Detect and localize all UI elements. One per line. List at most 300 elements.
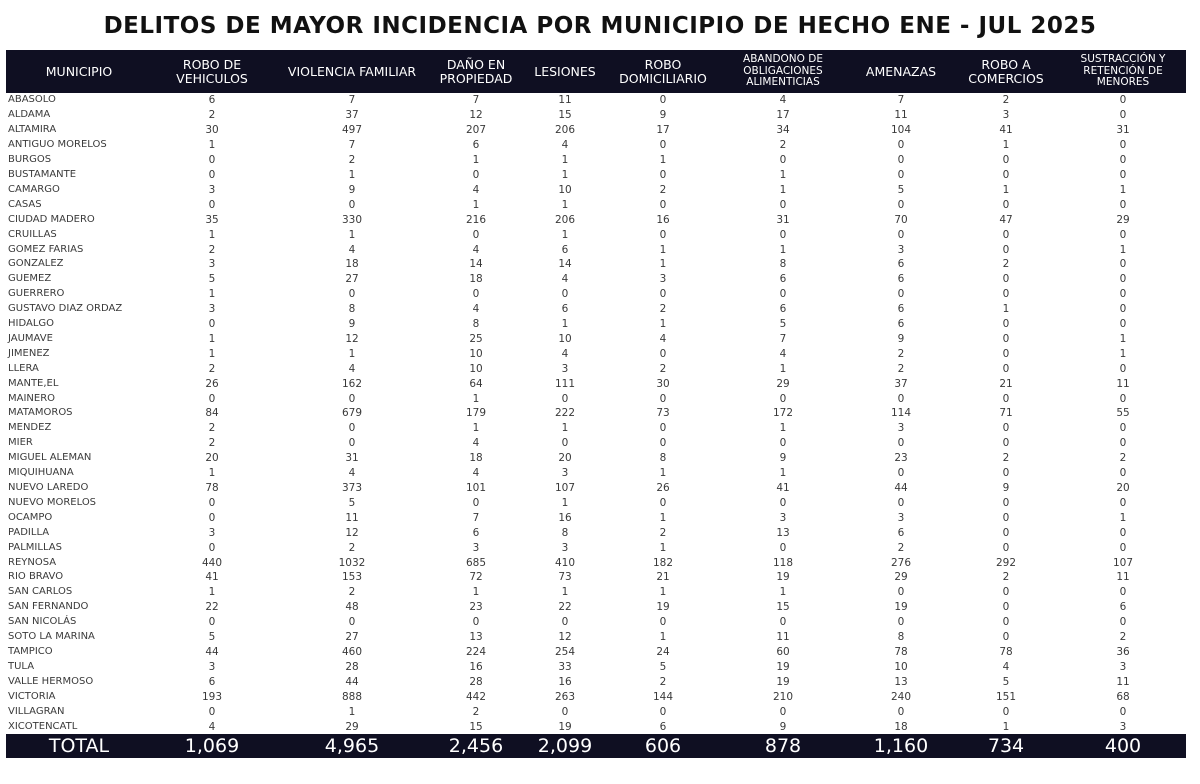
table-cell: 0 [779,228,787,241]
table-cell: 4 [779,94,787,107]
table-cell: 0 [897,705,905,718]
table-cell: 72 [469,571,483,584]
table-cell: 6 [208,94,216,107]
table-cell: 3 [561,541,569,554]
municipio-name: VILLAGRAN [8,705,65,717]
table-cell: 2 [659,675,667,688]
table-cell: 10 [469,362,483,375]
table-cell: 193 [201,690,223,703]
table-cell: 9 [779,720,787,733]
table-cell: 31 [345,452,359,465]
table-cell: 0 [1002,437,1010,450]
table-cell: 373 [341,482,363,495]
table-cell: 3 [472,541,480,554]
table-cell: 0 [1002,198,1010,211]
table-cell: 10 [558,332,572,345]
table-cell: 30 [656,377,670,390]
table-cell: 0 [1119,705,1127,718]
table-cell: 2 [348,541,356,554]
table-cell: 0 [779,154,787,167]
table-cell: 1 [472,422,480,435]
table-cell: 0 [897,228,905,241]
municipio-name: HIDALGO [8,318,55,330]
column-header-violencia-familiar[interactable]: VIOLENCIA FAMILIAR [287,63,417,79]
column-header-sustraccion-menores[interactable]: SUSTRACCIÓN Y RETENCIÓN DE MENORES [1080,53,1166,89]
table-cell: 114 [890,407,912,420]
table-cell: 0 [561,705,569,718]
table-cell: 440 [201,556,223,569]
table-cell: 17 [656,124,670,137]
table-cell: 0 [1002,586,1010,599]
table-cell: 685 [465,556,487,569]
table-cell: 78 [205,482,219,495]
table-cell: 11 [558,94,572,107]
municipio-name: GOMEZ FARIAS [8,243,84,255]
table-cell: 1 [779,422,787,435]
column-header-municipio[interactable]: MUNICIPIO [45,63,113,79]
table-cell: 0 [561,437,569,450]
table-cell: 13 [469,631,483,644]
table-cell: 68 [1116,690,1130,703]
table-cell: 3 [208,303,216,316]
table-cell: 41 [999,124,1013,137]
municipio-name: JIMENEZ [8,347,50,359]
table-cell: 0 [897,496,905,509]
table-cell: 0 [1002,154,1010,167]
table-cell: 0 [897,586,905,599]
table-cell: 8 [472,318,480,331]
table-row [6,302,1186,317]
table-cell: 19 [894,601,908,614]
table-cell: 0 [897,437,905,450]
table-cell: 151 [995,690,1017,703]
table-cell: 182 [652,556,674,569]
table-cell: 263 [554,690,576,703]
table-cell: 55 [1116,407,1130,420]
table-cell: 25 [469,332,483,345]
table-cell: 27 [345,273,359,286]
table-cell: 0 [1119,228,1127,241]
table-cell: 3 [561,467,569,480]
table-cell: 0 [208,511,216,524]
table-cell: 0 [1119,467,1127,480]
table-cell: 1 [1119,183,1127,196]
table-cell: 11 [776,631,790,644]
table-cell: 2 [208,362,216,375]
table-cell: 0 [1119,288,1127,301]
table-cell: 153 [341,571,363,584]
table-cell: 0 [208,616,216,629]
table-cell: 1 [659,586,667,599]
column-header-abandono-obligaciones[interactable]: ABANDONO DE OBLIGACIONES ALIMENTICIAS [743,53,823,89]
table-cell: 4 [208,720,216,733]
table-cell: 16 [558,675,572,688]
table-cell: 78 [894,645,908,658]
table-row [6,540,1186,555]
table-cell: 0 [208,705,216,718]
municipio-name: CIUDAD MADERO [8,213,95,225]
table-cell: 6 [561,303,569,316]
table-cell: 0 [348,616,356,629]
table-cell: 1 [561,496,569,509]
table-cell: 4 [779,347,787,360]
table-cell: 1 [1119,243,1127,256]
table-cell: 44 [894,482,908,495]
table-cell: 3 [659,273,667,286]
table-cell: 3 [897,511,905,524]
table-cell: 60 [776,645,790,658]
table-cell: 9 [659,109,667,122]
table-cell: 0 [208,198,216,211]
table-cell: 1 [1002,183,1010,196]
table-cell: 19 [656,601,670,614]
table-row [6,168,1186,183]
table-row [6,108,1186,123]
table-cell: 0 [1002,496,1010,509]
municipio-name: RIO BRAVO [8,571,64,583]
table-cell: 1 [561,198,569,211]
table-row [6,332,1186,347]
table-row [6,689,1186,704]
column-header-robo-domiciliario[interactable]: ROBO DOMICILIARIO [619,56,707,86]
table-cell: 3 [208,183,216,196]
municipio-name: JAUMAVE [8,332,53,344]
table-cell: 216 [465,213,487,226]
table-cell: 1 [472,198,480,211]
table-cell: 0 [1119,154,1127,167]
table-cell: 0 [1002,347,1010,360]
table-body [6,93,1186,734]
table-cell: 0 [1119,258,1127,271]
table-cell: 0 [1002,616,1010,629]
table-cell: 4 [472,243,480,256]
table-cell: 0 [659,705,667,718]
table-cell: 7 [779,332,787,345]
table-cell: 1 [208,139,216,152]
table-cell: 4 [348,467,356,480]
table-cell: 1 [779,183,787,196]
table-cell: 5 [208,631,216,644]
municipio-name: CRUILLAS [8,228,57,240]
table-cell: 10 [469,347,483,360]
table-cell: 48 [345,601,359,614]
table-cell: 34 [776,124,790,137]
table-cell: 6 [897,526,905,539]
table-cell: 6 [1119,601,1127,614]
incidence-table [6,50,1186,758]
table-cell: 10 [894,660,908,673]
table-cell: 0 [472,616,480,629]
table-cell: 12 [345,332,359,345]
table-cell: 0 [1119,139,1127,152]
table-cell: 7 [472,94,480,107]
municipio-name: VICTORIA [8,690,56,702]
table-cell: 19 [558,720,572,733]
table-cell: 0 [659,94,667,107]
table-row [6,436,1186,451]
table-cell: 7 [897,94,905,107]
table-cell: 19 [776,571,790,584]
table-cell: 0 [779,541,787,554]
table-cell: 3 [208,258,216,271]
table-cell: 0 [1002,392,1010,405]
table-cell: 1 [348,228,356,241]
table-cell: 679 [341,407,363,420]
table-cell: 73 [558,571,572,584]
table-cell: 3 [561,362,569,375]
table-cell: 16 [558,511,572,524]
municipio-name: SOTO LA MARINA [8,631,95,643]
table-row [6,242,1186,257]
table-cell: 0 [1002,526,1010,539]
table-cell: 6 [897,273,905,286]
municipio-name: GUERRERO [8,288,65,300]
table-cell: 0 [659,437,667,450]
table-cell: 0 [779,198,787,211]
table-cell: 21 [999,377,1013,390]
table-cell: 41 [776,482,790,495]
table-cell: 497 [341,124,363,137]
table-cell: 1 [1002,139,1010,152]
table-row [6,615,1186,630]
table-cell: 9 [897,332,905,345]
table-cell: 0 [897,139,905,152]
table-cell: 22 [558,601,572,614]
table-cell: 5 [779,318,787,331]
table-cell: 73 [656,407,670,420]
table-cell: 17 [776,109,790,122]
total-amenazas: 1,160 [873,734,929,757]
table-cell: 78 [999,645,1013,658]
table-cell: 0 [1119,541,1127,554]
municipio-name: MANTE,EL [8,377,59,389]
table-cell: 1 [1002,720,1010,733]
table-row [6,659,1186,674]
table-cell: 207 [465,124,487,137]
municipio-name: SAN CARLOS [8,586,73,598]
table-cell: 64 [469,377,483,390]
table-cell: 2 [348,586,356,599]
table-cell: 0 [1119,526,1127,539]
table-cell: 2 [1002,258,1010,271]
table-cell: 11 [1116,571,1130,584]
table-cell: 8 [897,631,905,644]
table-cell: 4 [472,467,480,480]
table-cell: 3 [1119,660,1127,673]
table-cell: 37 [345,109,359,122]
table-cell: 14 [558,258,572,271]
table-cell: 29 [894,571,908,584]
table-cell: 4 [561,273,569,286]
municipio-name: TULA [8,660,35,672]
table-cell: 8 [659,452,667,465]
table-cell: 0 [1002,243,1010,256]
municipio-name: TAMPICO [8,645,53,657]
table-cell: 12 [469,109,483,122]
table-cell: 1 [561,422,569,435]
table-cell: 84 [205,407,219,420]
table-cell: 0 [1119,303,1127,316]
table-cell: 1 [659,318,667,331]
table-cell: 0 [561,616,569,629]
table-row [6,481,1186,496]
municipio-name: BURGOS [8,154,52,166]
table-cell: 26 [656,482,670,495]
table-cell: 0 [1119,362,1127,375]
table-cell: 20 [558,452,572,465]
table-cell: 18 [469,452,483,465]
table-row [6,630,1186,645]
table-cell: 6 [779,273,787,286]
table-cell: 2 [897,541,905,554]
table-cell: 276 [890,556,912,569]
table-cell: 224 [465,645,487,658]
table-cell: 16 [469,660,483,673]
table-cell: 0 [348,198,356,211]
table-cell: 0 [208,496,216,509]
table-cell: 0 [897,168,905,181]
column-header-amenazas[interactable]: AMENAZAS [865,63,937,79]
table-cell: 0 [472,288,480,301]
table-cell: 162 [341,377,363,390]
municipio-name: OCAMPO [8,511,53,523]
table-cell: 15 [469,720,483,733]
table-row [6,570,1186,585]
table-cell: 0 [659,496,667,509]
table-cell: 33 [558,660,572,673]
table-cell: 0 [208,168,216,181]
table-row [6,645,1186,660]
column-header-robo-a-comercios[interactable]: ROBO A COMERCIOS [968,56,1044,86]
table-cell: 3 [208,526,216,539]
table-cell: 1 [659,511,667,524]
table-cell: 1 [779,362,787,375]
table-cell: 0 [779,288,787,301]
table-cell: 206 [554,124,576,137]
table-cell: 0 [897,392,905,405]
column-header-robo-de-vehiculos[interactable]: ROBO DE VEHICULOS [176,56,248,86]
municipio-name: CASAS [8,198,42,210]
municipio-name: REYNOSA [8,556,57,568]
table-cell: 0 [208,318,216,331]
table-cell: 0 [659,168,667,181]
table-cell: 1 [1119,347,1127,360]
table-cell: 0 [659,228,667,241]
table-cell: 30 [205,124,219,137]
table-cell: 107 [1112,556,1134,569]
table-cell: 0 [348,288,356,301]
table-cell: 4 [472,303,480,316]
table-row [6,466,1186,481]
table-cell: 27 [345,631,359,644]
table-cell: 0 [348,392,356,405]
table-cell: 0 [1119,586,1127,599]
table-cell: 0 [1002,318,1010,331]
total-sustraccion-menores: 400 [1104,734,1142,757]
table-cell: 222 [554,407,576,420]
table-cell: 172 [772,407,794,420]
table-cell: 0 [779,705,787,718]
table-cell: 8 [561,526,569,539]
table-cell: 4 [348,362,356,375]
table-cell: 1 [659,154,667,167]
table-cell: 0 [1119,168,1127,181]
municipio-name: BUSTAMANTE [8,168,77,180]
table-cell: 0 [897,288,905,301]
table-cell: 2 [659,303,667,316]
table-cell: 9 [348,318,356,331]
municipio-name: MIGUEL ALEMAN [8,452,92,464]
table-cell: 0 [1119,198,1127,211]
column-header-dano-en-propiedad[interactable]: DAÑO EN PROPIEDAD [439,56,513,86]
table-cell: 8 [779,258,787,271]
table-cell: 19 [776,675,790,688]
municipio-name: MATAMOROS [8,407,73,419]
table-cell: 0 [1002,273,1010,286]
table-cell: 0 [1119,318,1127,331]
municipio-name: CAMARGO [8,183,60,195]
table-cell: 15 [776,601,790,614]
table-cell: 1 [1119,332,1127,345]
table-row [6,153,1186,168]
table-cell: 2 [659,362,667,375]
table-cell: 0 [1119,94,1127,107]
table-row [6,287,1186,302]
table-row [6,93,1186,108]
table-row [6,361,1186,376]
column-header-lesiones[interactable]: LESIONES [534,63,596,79]
table-cell: 0 [1119,392,1127,405]
table-cell: 31 [1116,124,1130,137]
table-cell: 2 [348,154,356,167]
table-cell: 2 [208,109,216,122]
table-cell: 4 [472,183,480,196]
table-cell: 118 [772,556,794,569]
table-row [6,272,1186,287]
table-cell: 292 [995,556,1017,569]
municipio-name: ALTAMIRA [8,124,57,136]
table-cell: 1 [348,705,356,718]
table-row [6,138,1186,153]
table-cell: 21 [656,571,670,584]
table-cell: 8 [348,303,356,316]
table-cell: 0 [1119,273,1127,286]
table-cell: 1 [659,467,667,480]
table-cell: 23 [469,601,483,614]
table-cell: 1 [779,168,787,181]
table-cell: 107 [554,482,576,495]
table-cell: 12 [345,526,359,539]
table-cell: 0 [1002,631,1010,644]
table-cell: 0 [1002,288,1010,301]
table-cell: 5 [1002,675,1010,688]
table-cell: 0 [659,616,667,629]
table-cell: 6 [208,675,216,688]
table-cell: 0 [1002,705,1010,718]
table-cell: 0 [208,392,216,405]
table-cell: 0 [779,392,787,405]
table-cell: 2 [1119,452,1127,465]
table-cell: 37 [894,377,908,390]
table-cell: 410 [554,556,576,569]
table-cell: 28 [469,675,483,688]
table-cell: 4 [561,347,569,360]
table-cell: 1 [208,288,216,301]
table-row [6,376,1186,391]
table-cell: 26 [205,377,219,390]
table-cell: 2 [1002,94,1010,107]
table-row [6,585,1186,600]
